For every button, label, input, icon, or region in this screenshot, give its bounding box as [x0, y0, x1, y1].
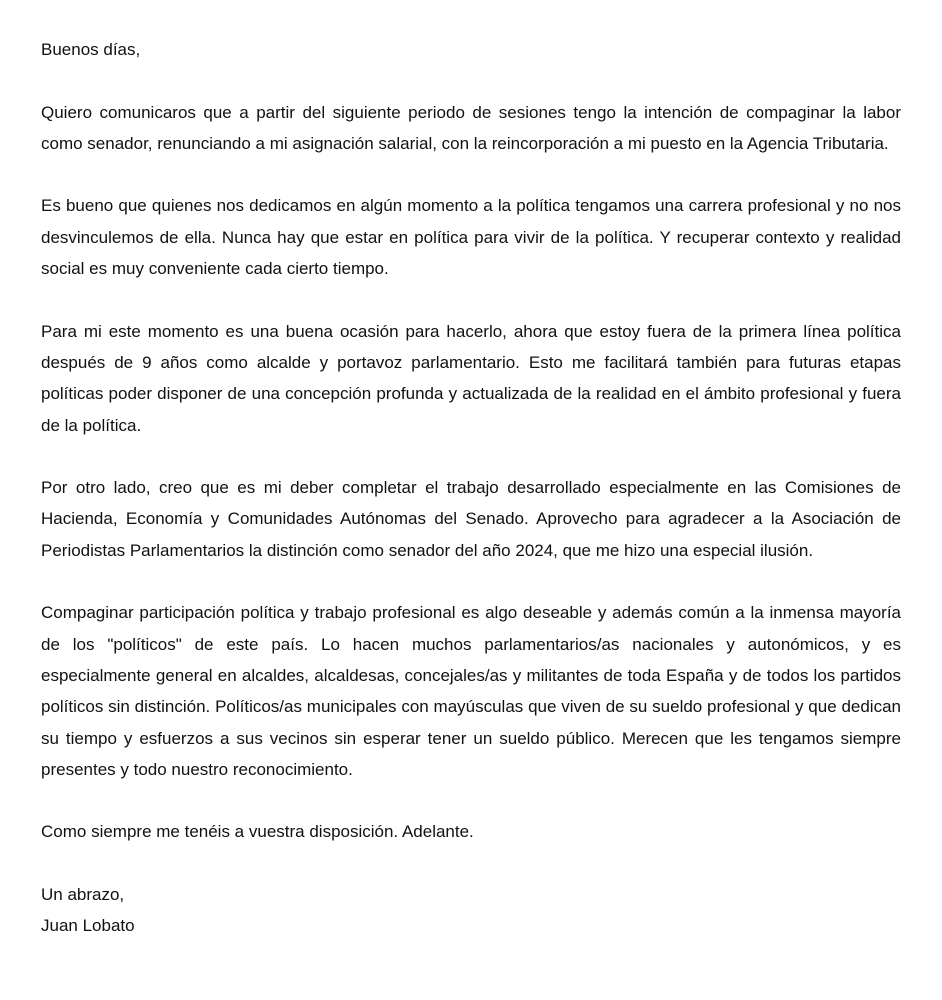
letter-closing: Un abrazo, [41, 885, 125, 905]
letter-paragraph: Compaginar participación política y trabajo profesional es algo deseable y además común a la inmensa mayoría de los "políticos" de este país. Lo hacen muchos parlamentarios/as nacionales y autonómicos, y es especialmente general en alcaldes, alcaldesas, concejales/as y militantes de toda España y de todos los partidos políticos sin distinción. Políticos/as municipales con mayúsculas que viven de su sueldo profesional y que dedican su tiempo y esfuerzos a sus vecinos sin esperar tener un sueldo público. Merecen que les tengamos siempre presentes y todo nuestro reconocimiento. [41, 603, 901, 779]
letter-paragraph: Por otro lado, creo que es mi deber completar el trabajo desarrollado especialmente en las Comisiones de Hacienda, Economía y Comunidades Autónomas del Senado. Aprovecho para agradecer a la Asociación de Periodistas Parlamentarios la distinción como senador del año 2024, que me hizo una especial ilusión. [41, 478, 901, 560]
letter-paragraph: Como siempre me tenéis a vuestra disposición. Adelante. [41, 822, 474, 842]
letter-paragraph: Es bueno que quienes nos dedicamos en algún momento a la política tengamos una carrera profesional y no nos desvinculemos de ella. Nunca hay que estar en política para vivir de la política. Y recuperar contexto y realidad social es muy conveniente cada cierto tiempo. [41, 196, 901, 279]
letter-signature: Juan Lobato [41, 916, 135, 936]
letter-paragraph: Quiero comunicaros que a partir del siguiente periodo de sesiones tengo la intención de compaginar la labor como senador, renunciando a mi asignación salarial, con la reincorporación a mi puesto en la Agencia Tributaria. [41, 102, 901, 153]
letter-paragraph: Para mi este momento es una buena ocasión para hacerlo, ahora que estoy fuera de la primera línea política después de 9 años como alcalde y portavoz parlamentario. Esto me facilitará también para futuras etapas políticas poder disponer de una concepción profunda y actualizada de la realidad en el ámbito profesional y fuera de la política. [41, 321, 901, 435]
letter-greeting: Buenos días, [41, 40, 141, 59]
